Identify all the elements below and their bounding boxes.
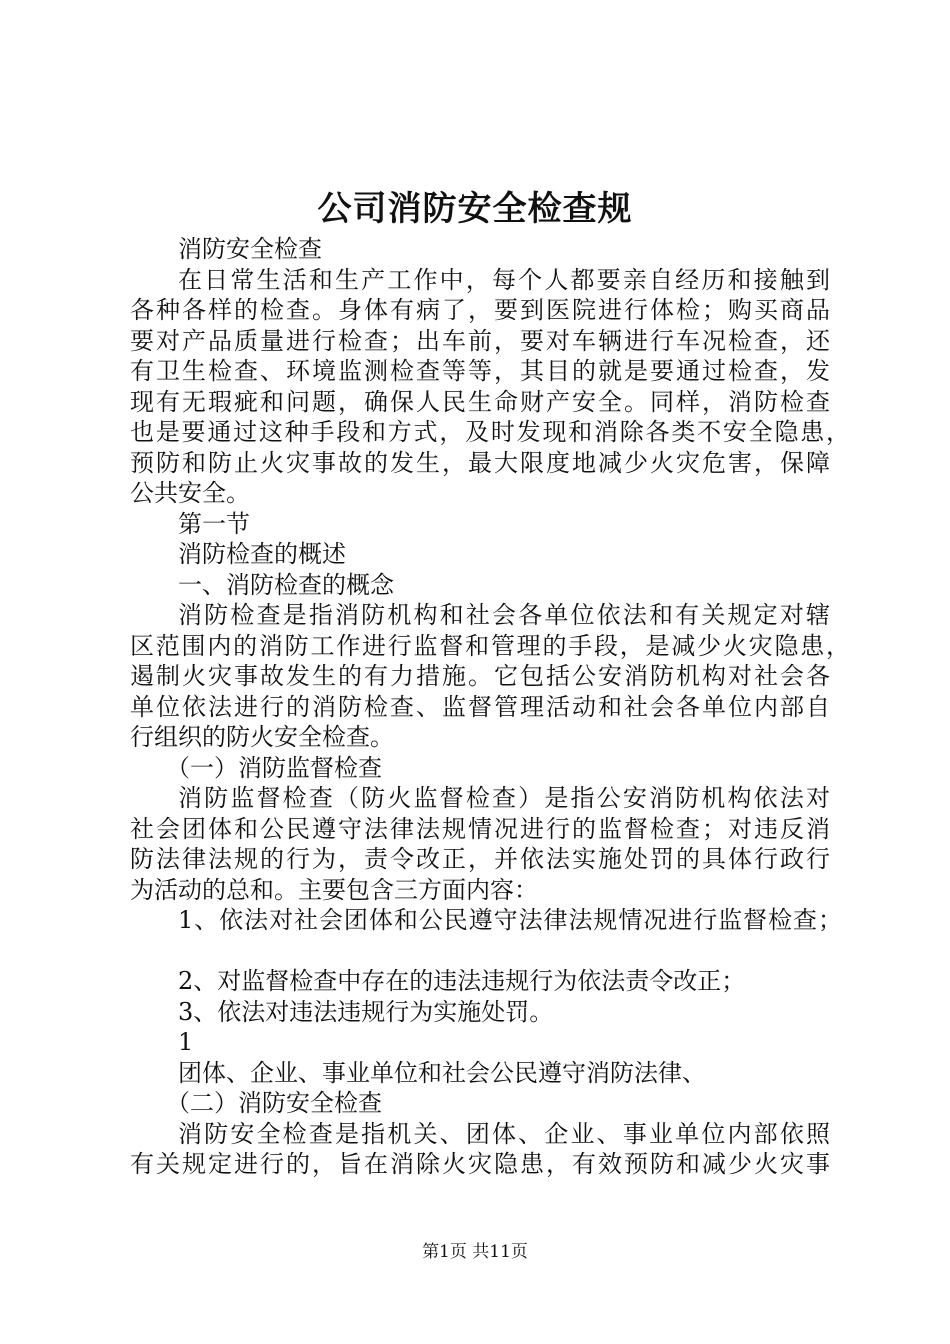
list-item: 3、依法对违法违规行为实施处罚。 bbox=[178, 997, 554, 1026]
paragraph-line: 有卫生检查、环境监测检查等等，其目的就是要通过检查，发 bbox=[130, 357, 830, 385]
paragraph-line: 区范围内的消防工作进行监督和管理的手段，是减少火灾隐患， bbox=[130, 631, 850, 660]
document-title: 公司消防安全检查规 bbox=[317, 189, 633, 229]
paragraph-line: 团体、企业、事业单位和社会公民遵守消防法律、 bbox=[178, 1058, 706, 1087]
paragraph-line: 预防和防止火灾事故的发生，最大限度地减少火灾危害，保障 bbox=[130, 448, 830, 477]
section-heading: 消防检查的概述 bbox=[178, 540, 346, 568]
section-heading: （一）消防监督检查 bbox=[166, 753, 382, 782]
page-number-inline: 1 bbox=[178, 1028, 194, 1056]
paragraph-line: 社会团体和公民遵守法律法规情况进行的监督检查；对违反消 bbox=[130, 814, 830, 843]
paragraph-line: 也是要通过这种手段和方式，及时发现和消除各类不安全隐患， bbox=[130, 418, 850, 446]
page-footer: 第1页 共11页 bbox=[422, 1242, 528, 1262]
list-item: 1、依法对社会团体和公民遵守法律法规情况进行监督检查； bbox=[178, 906, 842, 934]
paragraph-line: 各种各样的检查。身体有病了，要到医院进行体检；购买商品 bbox=[130, 296, 830, 324]
paragraph-line: 公共安全。 bbox=[130, 479, 250, 507]
paragraph-line: 遏制火灾事故发生的有力措施。它包括公安消防机构对社会各 bbox=[130, 662, 830, 690]
paragraph-line: 要对产品质量进行检查；出车前，要对车辆进行车况检查，还 bbox=[130, 326, 830, 355]
paragraph-line: 行组织的防火安全检查。 bbox=[130, 723, 394, 751]
section-heading: （二）消防安全检查 bbox=[166, 1089, 382, 1117]
paragraph-line: 有关规定进行的，旨在消除火灾隐患，有效预防和减少火灾事 bbox=[130, 1150, 830, 1178]
paragraph-line: 防法律法规的行为，责令改正，并依法实施处罚的具体行政行 bbox=[130, 845, 830, 873]
document-body bbox=[130, 234, 850, 1180]
section-heading: 第一节 bbox=[178, 509, 250, 538]
section-heading: 消防安全检查 bbox=[178, 235, 322, 263]
paragraph-line: 消防监督检查（防火监督检查）是指公安消防机构依法对 bbox=[178, 784, 830, 812]
paragraph-line: 消防检查是指消防机构和社会各单位依法和有关规定对辖 bbox=[178, 601, 830, 629]
paragraph-line: 消防安全检查是指机关、团体、企业、事业单位内部依照 bbox=[178, 1119, 830, 1148]
paragraph-line: 在日常生活和生产工作中，每个人都要亲自经历和接触到 bbox=[178, 265, 830, 294]
section-heading: 一、消防检查的概念 bbox=[178, 570, 394, 599]
paragraph-line: 现有无瑕疵和问题，确保人民生命财产安全。同样，消防检查 bbox=[130, 387, 830, 416]
paragraph-line: 为活动的总和。主要包含三方面内容： bbox=[130, 875, 538, 904]
paragraph-line: 单位依法进行的消防检查、监督管理活动和社会各单位内部自 bbox=[130, 692, 830, 721]
list-item: 2、对监督检查中存在的违法违规行为依法责令改正； bbox=[178, 967, 746, 995]
blank-line bbox=[130, 936, 830, 967]
